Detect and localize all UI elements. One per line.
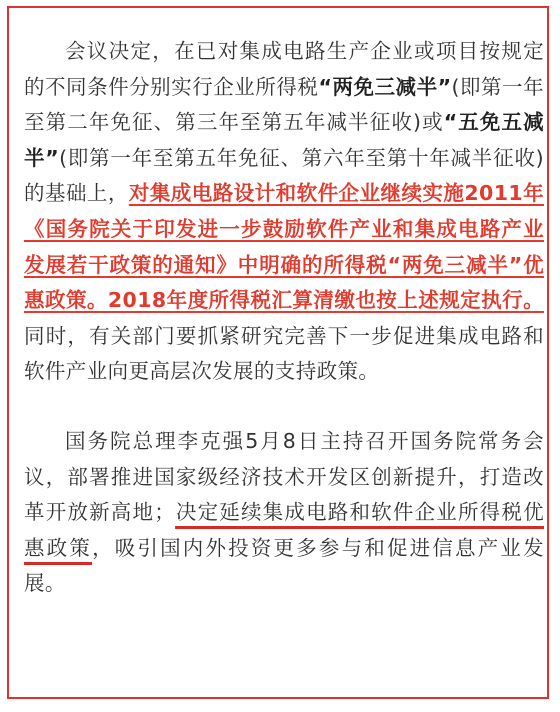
paragraph-2-text-1: 国务院总理李克强5月8日主持召开国务院常务会议，部署推进国家级经济技术开发区创新提升，打造改革开放新高地； <box>24 428 544 525</box>
quote-two-exempt-three-halve: “两免三减半” <box>318 74 452 99</box>
quote-five-exempt-five-halve: “五免五减半” <box>24 110 544 170</box>
paragraph-1 <box>24 34 544 390</box>
paragraph-1-text-2: (即第一年至第二年免征、第三年至第五年减半征收)或 <box>24 74 544 135</box>
paragraph-1-text-1: 会议决定，在已对集成电路生产企业或项目按规定的不同条件分别实行企业所得税 <box>24 39 544 99</box>
article-content <box>24 34 544 602</box>
highlighted-policy-text: 对集成电路设计和软件企业继续实施2011年《国务院关于印发进一步鼓励软件产业和集成电路产业发展若干政策的通知》中明确的所得税“两免三减半”优惠政策。2018年度所得税汇算清缴也按上述规定执行。 <box>24 181 544 313</box>
paragraph-2 <box>24 424 544 602</box>
paragraph-2-text-2: ，吸引国内外投资更多参与和促进信息产业发展。 <box>24 535 544 596</box>
paragraph-1-text-4: 同时，有关部门要抓紧研究完善下一步促进集成电路和软件产业向更高层次发展的支持政策。 <box>24 323 544 384</box>
underlined-decision-text: 决定延续集成电路和软件企业所得税优惠政策 <box>24 500 544 560</box>
paragraph-1-text-3: (即第一年至第五年免征、第六年至第十年减半征收)的基础上， <box>24 145 544 206</box>
article-frame <box>7 6 549 699</box>
